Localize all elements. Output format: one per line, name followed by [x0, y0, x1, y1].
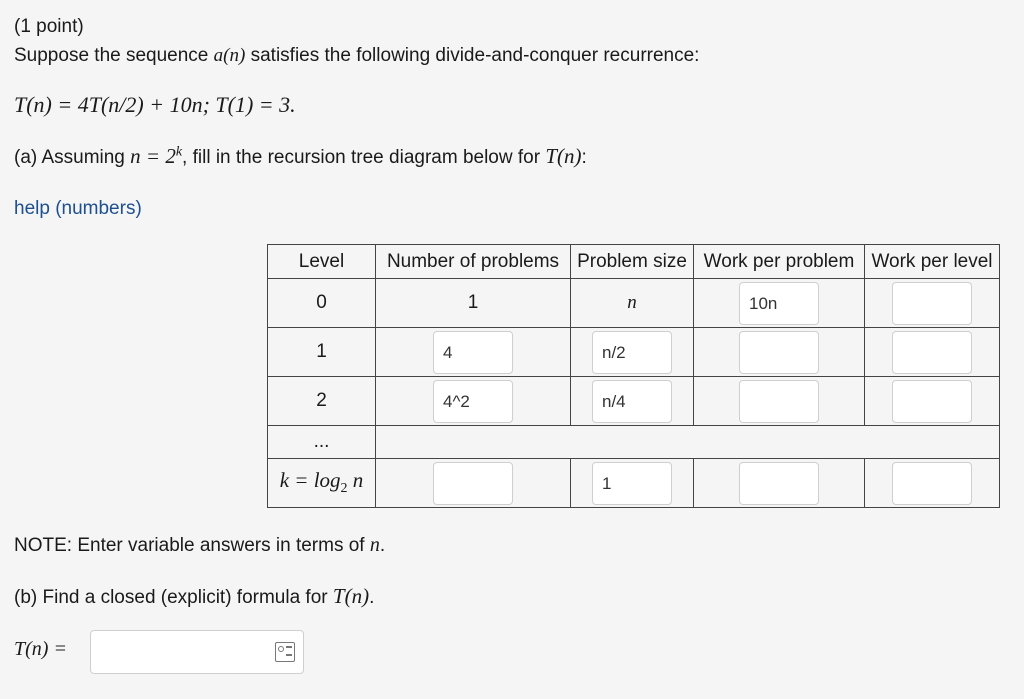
level-cell: 2: [268, 377, 376, 426]
work-per-problem-cell: [694, 279, 865, 328]
equation-editor-icon[interactable]: [275, 642, 295, 662]
part-a-tn: T(n): [545, 144, 582, 168]
final-answer-label: T(n) =: [14, 638, 67, 660]
num-problems-input[interactable]: 4^2: [433, 380, 513, 423]
level-k-tail: n: [347, 468, 364, 493]
level-cell: ...: [268, 426, 376, 459]
problem-size-cell: [571, 377, 694, 426]
work-per-level-input[interactable]: [892, 282, 972, 325]
work-per-level-input[interactable]: [892, 380, 972, 423]
problem-size-cell: n: [571, 279, 694, 328]
table-row: [268, 426, 1000, 459]
problem-size-input[interactable]: n/2: [592, 331, 672, 374]
problem-size-cell: [571, 328, 694, 377]
part-a-prefix: (a) Assuming: [14, 147, 131, 168]
level-cell: 1: [268, 328, 376, 377]
num-problems-cell: 1: [376, 279, 571, 328]
level-k-label: k = log: [279, 468, 341, 493]
work-per-level-cell: [865, 328, 1000, 377]
work-per-problem-cell: [694, 459, 865, 508]
num-problems-cell: [376, 377, 571, 426]
table-header-row: [268, 245, 1000, 279]
note-variable: n: [369, 534, 380, 556]
intro-prefix: Suppose the sequence: [14, 45, 214, 66]
part-b-tn: T(n): [332, 584, 370, 608]
work-per-level-cell: [865, 459, 1000, 508]
part-b-prefix: (b) Find a closed (explicit) formula for: [14, 587, 333, 608]
assumption-math: n = 2: [130, 144, 176, 168]
ellipsis-spacer: [376, 426, 1000, 459]
work-per-level-cell: [865, 279, 1000, 328]
work-per-level-input[interactable]: [892, 462, 972, 505]
work-per-problem-cell: [694, 377, 865, 426]
table-row: [268, 377, 1000, 426]
recurrence-equation: T(n) = 4T(n/2) + 10n; T(1) = 3.: [14, 92, 296, 117]
part-a-suffix: , fill in the recursion tree diagram below for: [182, 147, 546, 168]
work-per-problem-input[interactable]: [739, 331, 819, 374]
problem-size-cell: [571, 459, 694, 508]
recursion-tree-table: [267, 244, 1000, 508]
help-numbers-link[interactable]: help (numbers): [14, 198, 142, 219]
work-per-problem-cell: [694, 328, 865, 377]
table-row: [268, 328, 1000, 377]
table-row: [268, 279, 1000, 328]
part-b-text: [14, 584, 374, 609]
part-a-colon: :: [581, 147, 587, 168]
level-k-sub: 2: [340, 481, 348, 497]
level-cell: 0: [268, 279, 376, 328]
header-number-of-problems: Number of problems: [376, 245, 571, 279]
num-problems-input[interactable]: 4: [433, 331, 513, 374]
header-problem-size: Problem size: [571, 245, 694, 279]
num-problems-cell: [376, 459, 571, 508]
header-work-per-level: Work per level: [865, 245, 1000, 279]
work-per-level-cell: [865, 377, 1000, 426]
point-value: (1 point): [14, 16, 84, 37]
work-per-problem-input[interactable]: [739, 462, 819, 505]
table-row: [268, 459, 1000, 508]
header-work-per-problem: Work per problem: [694, 245, 865, 279]
work-per-problem-input[interactable]: 10n: [739, 282, 819, 325]
num-problems-input[interactable]: [433, 462, 513, 505]
note-suffix: .: [379, 535, 386, 556]
header-level: Level: [268, 245, 376, 279]
note-text: [14, 534, 385, 557]
intro-suffix: satisfies the following divide-and-conquer recurrence:: [245, 45, 700, 66]
sequence-name: a(n): [213, 45, 246, 66]
problem-size-input[interactable]: 1: [592, 462, 672, 505]
part-a-text: [14, 144, 587, 169]
part-b-suffix: .: [369, 587, 375, 608]
closed-formula-input[interactable]: [90, 630, 304, 674]
work-per-level-input[interactable]: [892, 331, 972, 374]
problem-intro: [14, 45, 699, 67]
num-problems-cell: [376, 328, 571, 377]
work-per-problem-input[interactable]: [739, 380, 819, 423]
assumption-exponent: k: [175, 144, 183, 160]
problem-size-input[interactable]: n/4: [592, 380, 672, 423]
level-cell: [268, 459, 376, 508]
note-prefix: NOTE: Enter variable answers in terms of: [14, 535, 370, 556]
